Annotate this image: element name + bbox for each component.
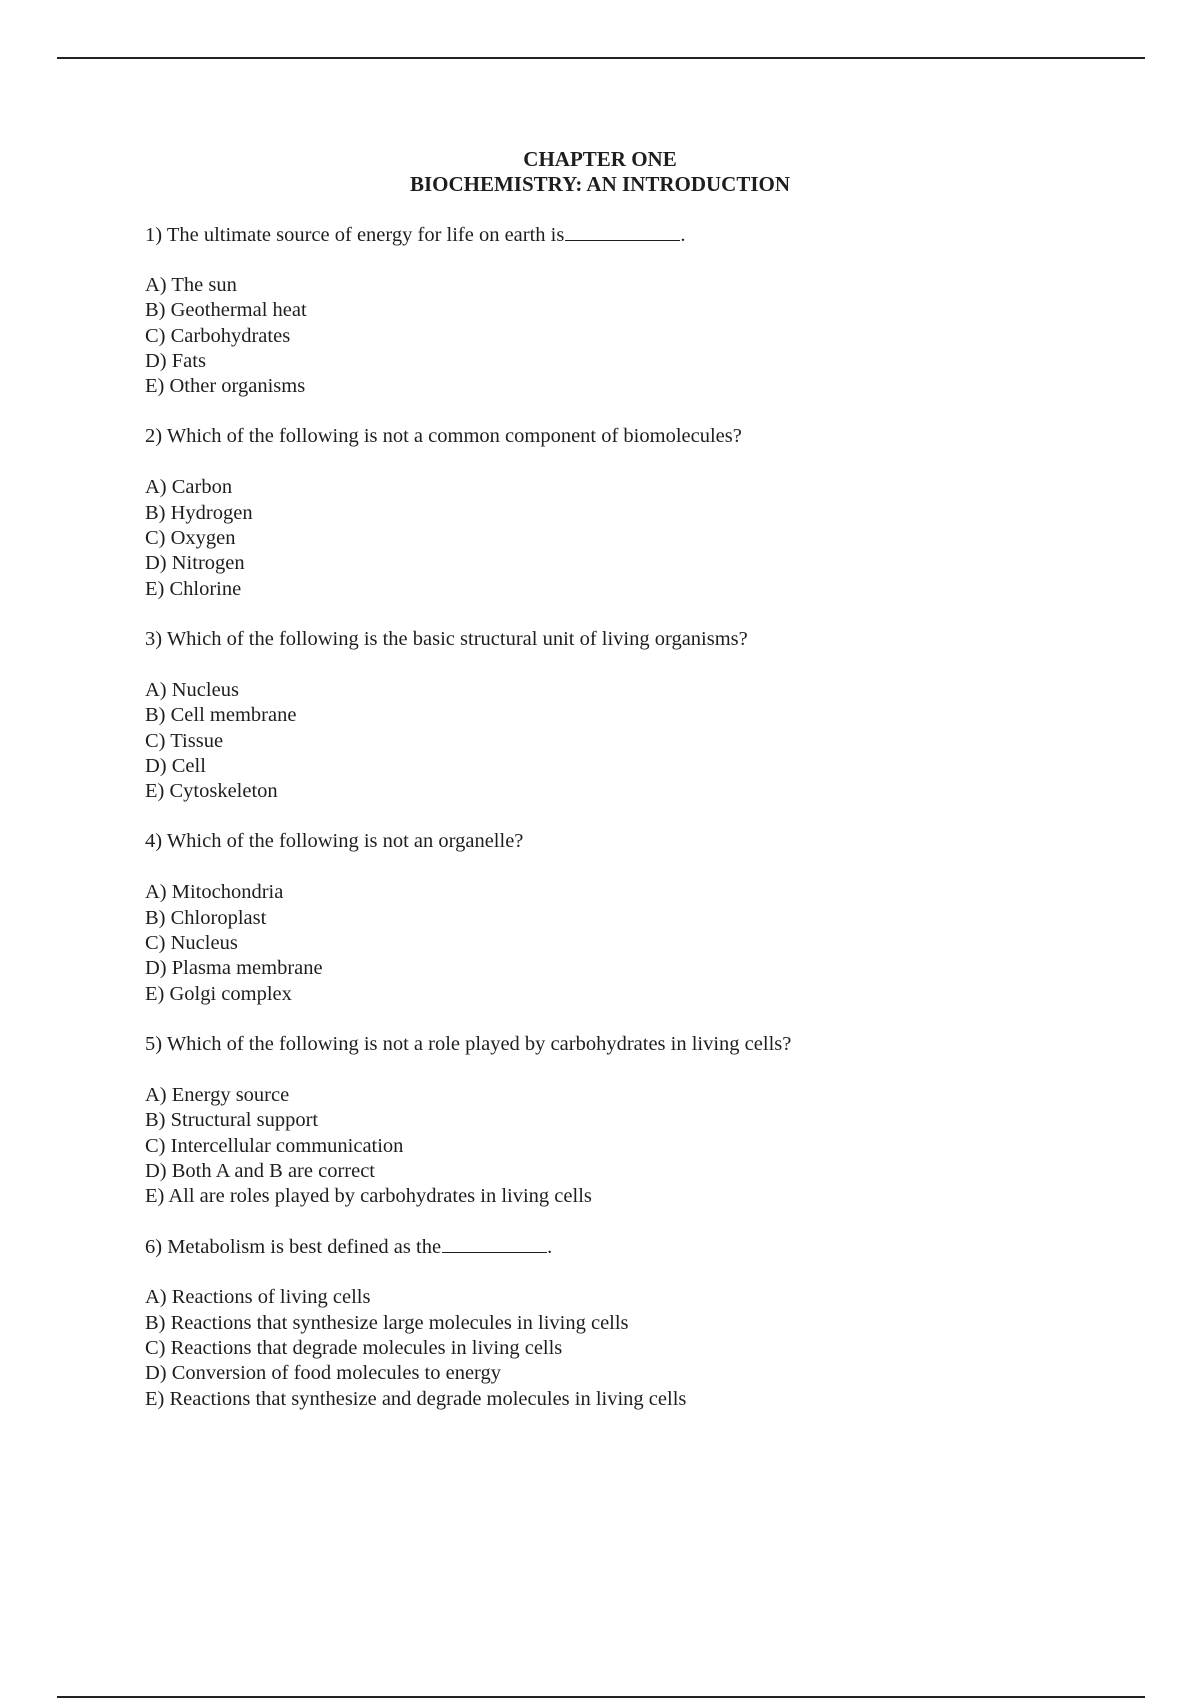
option-b: B) Hydrogen xyxy=(145,501,253,524)
option-d: D) Nitrogen xyxy=(145,552,245,575)
option-e: E) Reactions that synthesize and degrade molecules in living cells xyxy=(145,1387,687,1410)
option-c: C) Oxygen xyxy=(145,527,236,550)
option-d: D) Cell xyxy=(145,754,206,777)
option-c: C) Tissue xyxy=(145,729,224,752)
option-e: E) Cytoskeleton xyxy=(145,780,278,803)
option-b: B) Structural support xyxy=(145,1109,319,1132)
question-prompt: 4) Which of the following is not an organelle? xyxy=(145,830,524,853)
option-e: E) Other organisms xyxy=(145,375,306,398)
question-block-1 xyxy=(145,222,1105,399)
option-c: C) Reactions that degrade molecules in living cells xyxy=(145,1337,563,1360)
option-list xyxy=(145,475,1105,601)
question-2 xyxy=(145,424,1105,449)
option-b: B) Chloroplast xyxy=(145,906,267,929)
chapter-header xyxy=(0,147,1200,197)
question-prompt: 6) Metabolism is best defined as the xyxy=(145,1236,442,1259)
question-list xyxy=(145,222,1105,1437)
option-b: B) Reactions that synthesize large molecules in living cells xyxy=(145,1311,629,1334)
question-prompt: 3) Which of the following is the basic structural unit of living organisms? xyxy=(145,627,748,650)
top-rule xyxy=(57,57,1145,59)
option-list xyxy=(145,880,1105,1006)
option-list xyxy=(145,1083,1105,1209)
answer-blank xyxy=(442,1234,547,1253)
option-d: D) Plasma membrane xyxy=(145,957,323,980)
option-list xyxy=(145,1285,1105,1411)
question-4 xyxy=(145,829,1105,854)
question-block-5 xyxy=(145,1032,1105,1209)
option-a: A) Reactions of living cells xyxy=(145,1286,371,1309)
option-d: D) Fats xyxy=(145,349,206,372)
option-a: A) Mitochondria xyxy=(145,881,284,904)
option-d: D) Conversion of food molecules to energy xyxy=(145,1362,502,1385)
bottom-rule xyxy=(57,1696,1145,1698)
chapter-subtitle: BIOCHEMISTRY: AN INTRODUCTION xyxy=(409,172,791,196)
option-a: A) The sun xyxy=(145,274,237,296)
option-a: A) Nucleus xyxy=(145,678,239,701)
question-block-2 xyxy=(145,424,1105,601)
option-e: E) Golgi complex xyxy=(145,982,292,1005)
option-a: A) Energy source xyxy=(145,1083,290,1106)
answer-blank xyxy=(565,222,680,241)
option-d: D) Both A and B are correct xyxy=(145,1159,375,1182)
question-suffix: . xyxy=(547,1236,553,1259)
option-list xyxy=(145,678,1105,804)
question-3 xyxy=(145,627,1105,652)
question-5 xyxy=(145,1032,1105,1057)
question-block-6 xyxy=(145,1234,1105,1411)
question-prompt: 5) Which of the following is not a role played by carbohydrates in living cells? xyxy=(145,1032,792,1055)
question-suffix: . xyxy=(680,224,686,246)
option-c: C) Nucleus xyxy=(145,932,238,955)
option-b: B) Geothermal heat xyxy=(145,299,307,322)
option-a: A) Carbon xyxy=(145,476,233,499)
option-c: C) Carbohydrates xyxy=(145,324,291,347)
question-prompt: 1) The ultimate source of energy for life on earth is xyxy=(145,224,565,246)
question-1 xyxy=(145,222,1105,247)
option-e: E) Chlorine xyxy=(145,577,242,600)
option-c: C) Intercellular communication xyxy=(145,1134,404,1157)
option-list xyxy=(145,273,1105,399)
option-e: E) All are roles played by carbohydrates in living cells xyxy=(145,1185,592,1208)
chapter-title: CHAPTER ONE xyxy=(523,147,677,171)
question-block-3 xyxy=(145,627,1105,804)
option-b: B) Cell membrane xyxy=(145,704,297,727)
question-6 xyxy=(145,1234,1105,1259)
question-block-4 xyxy=(145,829,1105,1006)
question-prompt: 2) Which of the following is not a common component of biomolecules? xyxy=(145,425,742,448)
